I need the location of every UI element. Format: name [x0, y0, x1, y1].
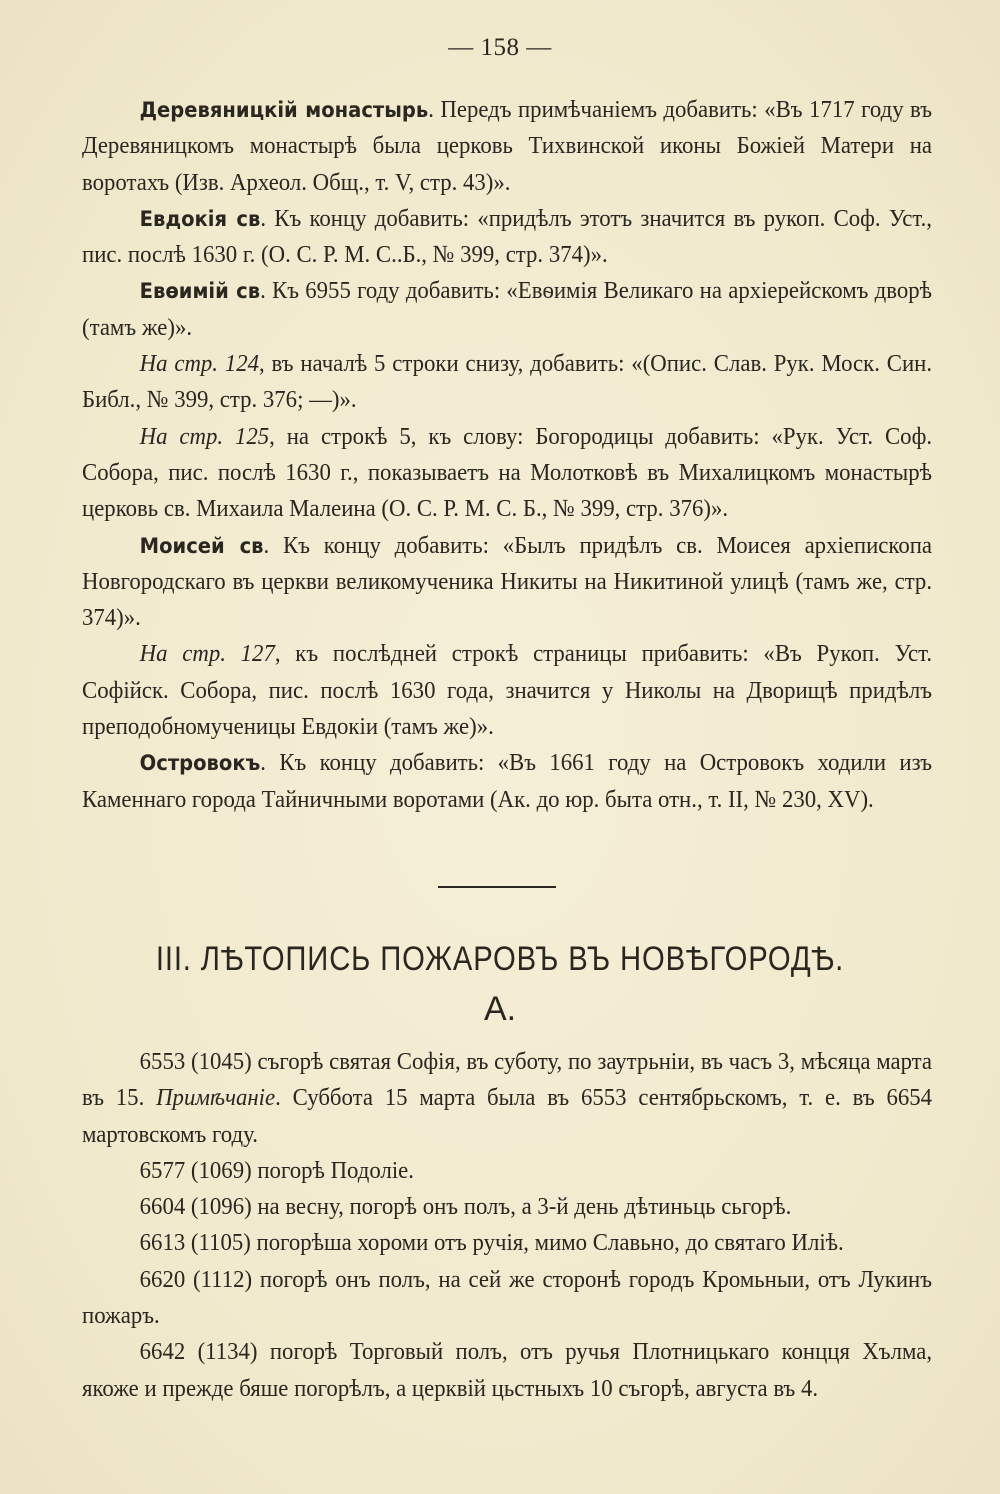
entry-paragraph	[82, 92, 932, 201]
entry-paragraph	[82, 273, 932, 346]
chronicle-entry: 6620 (1112) погорѣ онъ полъ, на сей же сторонѣ городъ Кромьныи, отъ Лукинъ пожаръ.	[82, 1265, 933, 1330]
section-subheading: А.	[483, 990, 517, 1028]
entry-heading: Моисей св	[139, 533, 264, 558]
entry-text: , къ послѣдней строкѣ страницы прибавить: «Въ Рукоп. Уст. Софійск. Собора, пис. послѣ 1630 года, значится у Николы на Дворищѣ придѣлъ преподобномученицы Евдокіи (тамъ же)».	[82, 640, 933, 741]
entry-text: . Къ 6955 году добавить: «Евѳимія Великаго на архіерейскомъ дворѣ (тамъ же)».	[82, 277, 933, 341]
entry-page-reference: На стр. 125	[139, 422, 270, 450]
section-title: III. ЛѢТОПИСЬ ПОЖАРОВЪ ВЪ НОВѢГОРОДѢ.	[155, 940, 845, 978]
chronicle-entry: 6604 (1096) на весну, погорѣ онъ полъ, а 3-й день дѣтиньць сьгорѣ.	[139, 1193, 792, 1221]
entry-text: . Къ концу добавить: «придѣлъ этотъ значится въ рукоп. Соф. Уст., пис. послѣ 1630 г. (О. С. Р. М. С..Б., № 399, стр. 374)».	[82, 204, 933, 269]
entry-text: . Къ концу добавить: «Былъ придѣлъ св. Моисея архіепископа Новгородскаго въ церкви великомученика Никиты на Никитиной улицѣ (тамъ же, стр. 374)».	[82, 531, 933, 632]
chronicle-entry: 6642 (1134) погорѣ Торговый полъ, отъ ручья Плотницькаго концця Хълма, якоже и прежде бяше погорѣлъ, а церквій цьстныхъ 10 съгорѣ, августа въ 4.	[82, 1338, 933, 1402]
entry-text: . Къ концу добавить: «Въ 1661 году на Островокъ ходили изъ Каменнаго города Тайничными воротами (Ак. до юр. быта отн., т. II, № 230, XV).	[82, 749, 933, 813]
entry-paragraph	[82, 745, 932, 818]
entry-page-reference: На стр. 127	[139, 640, 275, 668]
chronicle-entry: 6577 (1069) погорѣ Подоліе.	[139, 1156, 414, 1184]
entry-text: . Передъ примѣчаніемъ добавить: «Въ 1717 году въ Деревяницкомъ монастырѣ была церковь Тихвинской иконы Божіей Матери на воротахъ (Изв. Археол. Общ., т. V, стр. 43)».	[82, 96, 933, 196]
entry-paragraph	[82, 528, 932, 637]
page-number: — 158 —	[448, 34, 552, 61]
entry-heading: Евѳимій св	[139, 279, 261, 304]
entry-text: , въ началѣ 5 строки снизу, добавить: «(Опис. Слав. Рук. Моск. Син. Библ., № 399, стр. 376; —)».	[82, 350, 933, 414]
chronicle-entry	[82, 1044, 932, 1153]
entry-page-reference: На стр. 124	[139, 350, 260, 378]
note-label: Примѣчаніе	[156, 1084, 276, 1112]
entry-heading: Островокъ	[139, 751, 261, 776]
entry-heading: Евдокія св	[139, 206, 261, 231]
section-divider	[438, 886, 556, 888]
entry-paragraph	[82, 201, 932, 274]
chronicle-entry: 6613 (1105) погорѣша хороми отъ ручія, мимо Славьно, до святаго Илiѣ.	[139, 1229, 844, 1257]
entry-paragraph	[82, 346, 932, 419]
entry-paragraph	[82, 419, 932, 528]
entry-text: , на строкѣ 5, къ слову: Богородицы добавить: «Рук. Уст. Соф. Собора, пис. послѣ 1630 г., показываетъ на Молотковѣ въ Михалицкомъ монастырѣ церковь св. Михаила Малеина (О. С. Р. М. С. Б., № 399, стр. 376)».	[82, 422, 933, 523]
chronicle-text: . Суббота 15 марта была въ 6553 сентябрьскомъ, т. е. въ 6654 мартовскомъ году.	[82, 1084, 933, 1148]
entry-paragraph	[82, 636, 932, 745]
chronicle-section	[82, 1044, 932, 1407]
addenda-section	[82, 92, 932, 818]
chronicle-text: 6553 (1045) съгорѣ святая Софія, въ суботу, по заутрьніи, въ часъ 3, мѣсяца марта въ 15.	[82, 1048, 933, 1112]
entry-heading: Деревяницкій монастырь	[139, 98, 429, 122]
